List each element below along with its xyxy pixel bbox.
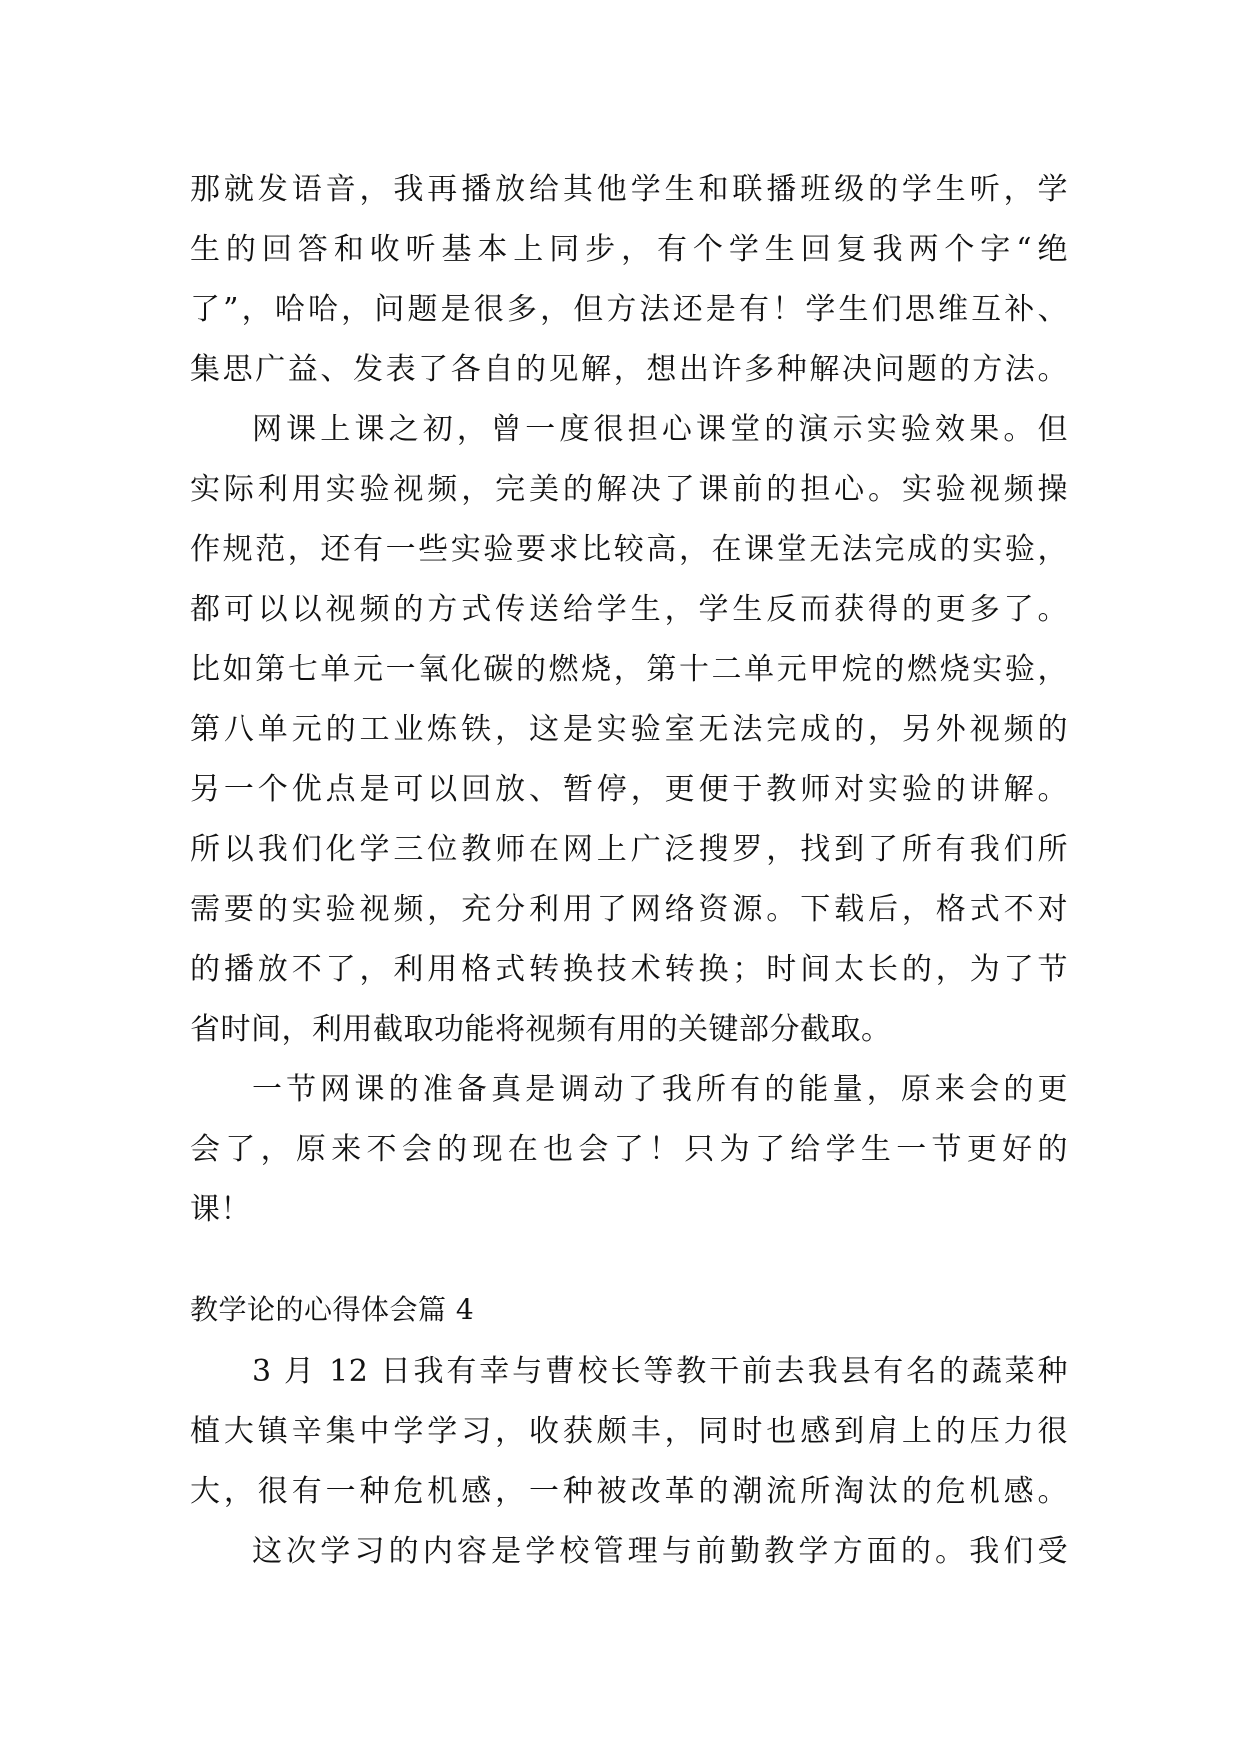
text-line: 需要的实验视频，充分利用了网络资源。下载后，格式不对 xyxy=(190,892,1068,927)
section-heading: 教学论的心得体会篇 4 xyxy=(190,1293,475,1326)
text-line: 会了，原来不会的现在也会了！只为了给学生一节更好的 xyxy=(190,1132,1068,1167)
text-line: 那就发语音，我再播放给其他学生和联播班级的学生听，学 xyxy=(190,172,1068,207)
text-line: 集思广益、发表了各自的见解，想出许多种解决问题的方法。 xyxy=(190,352,1068,387)
text-line: 的播放不了，利用格式转换技术转换；时间太长的，为了节 xyxy=(190,952,1068,987)
paragraph-start-line: 一节网课的准备真是调动了我所有的能量，原来会的更 xyxy=(252,1072,1068,1107)
text-line: 都可以以视频的方式传送给学生，学生反而获得的更多了。 xyxy=(190,592,1068,627)
text-line: 比如第七单元一氧化碳的燃烧，第十二单元甲烷的燃烧实验， xyxy=(190,652,1068,687)
paragraph-start-line: 这次学习的内容是学校管理与前勤教学方面的。我们受 xyxy=(252,1534,1068,1569)
text-line: 了”，哈哈，问题是很多，但方法还是有！学生们思维互补、 xyxy=(190,292,1068,327)
text-line: 大，很有一种危机感，一种被改革的潮流所淘汰的危机感。 xyxy=(190,1474,1068,1509)
text-line: 另一个优点是可以回放、暂停，更便于教师对实验的讲解。 xyxy=(190,772,1068,807)
text-line: 生的回答和收听基本上同步，有个学生回复我两个字“绝 xyxy=(190,232,1068,267)
text-line: 作规范，还有一些实验要求比较高，在课堂无法完成的实验， xyxy=(190,532,1068,567)
text-line: 实际利用实验视频，完美的解决了课前的担心。实验视频操 xyxy=(190,472,1068,507)
paragraph-start-line: 网课上课之初，曾一度很担心课堂的演示实验效果。但 xyxy=(252,412,1068,447)
text-line: 植大镇辛集中学学习，收获颇丰，同时也感到肩上的压力很 xyxy=(190,1414,1068,1449)
paragraph-start-line: 3 月 12 日我有幸与曹校长等教干前去我县有名的蔬菜种 xyxy=(252,1354,1068,1389)
text-line: 课！ xyxy=(190,1192,251,1227)
text-line: 第八单元的工业炼铁，这是实验室无法完成的，另外视频的 xyxy=(190,712,1068,747)
text-line: 所以我们化学三位教师在网上广泛搜罗，找到了所有我们所 xyxy=(190,832,1068,867)
text-line: 省时间，利用截取功能将视频有用的关键部分截取。 xyxy=(190,1012,892,1047)
